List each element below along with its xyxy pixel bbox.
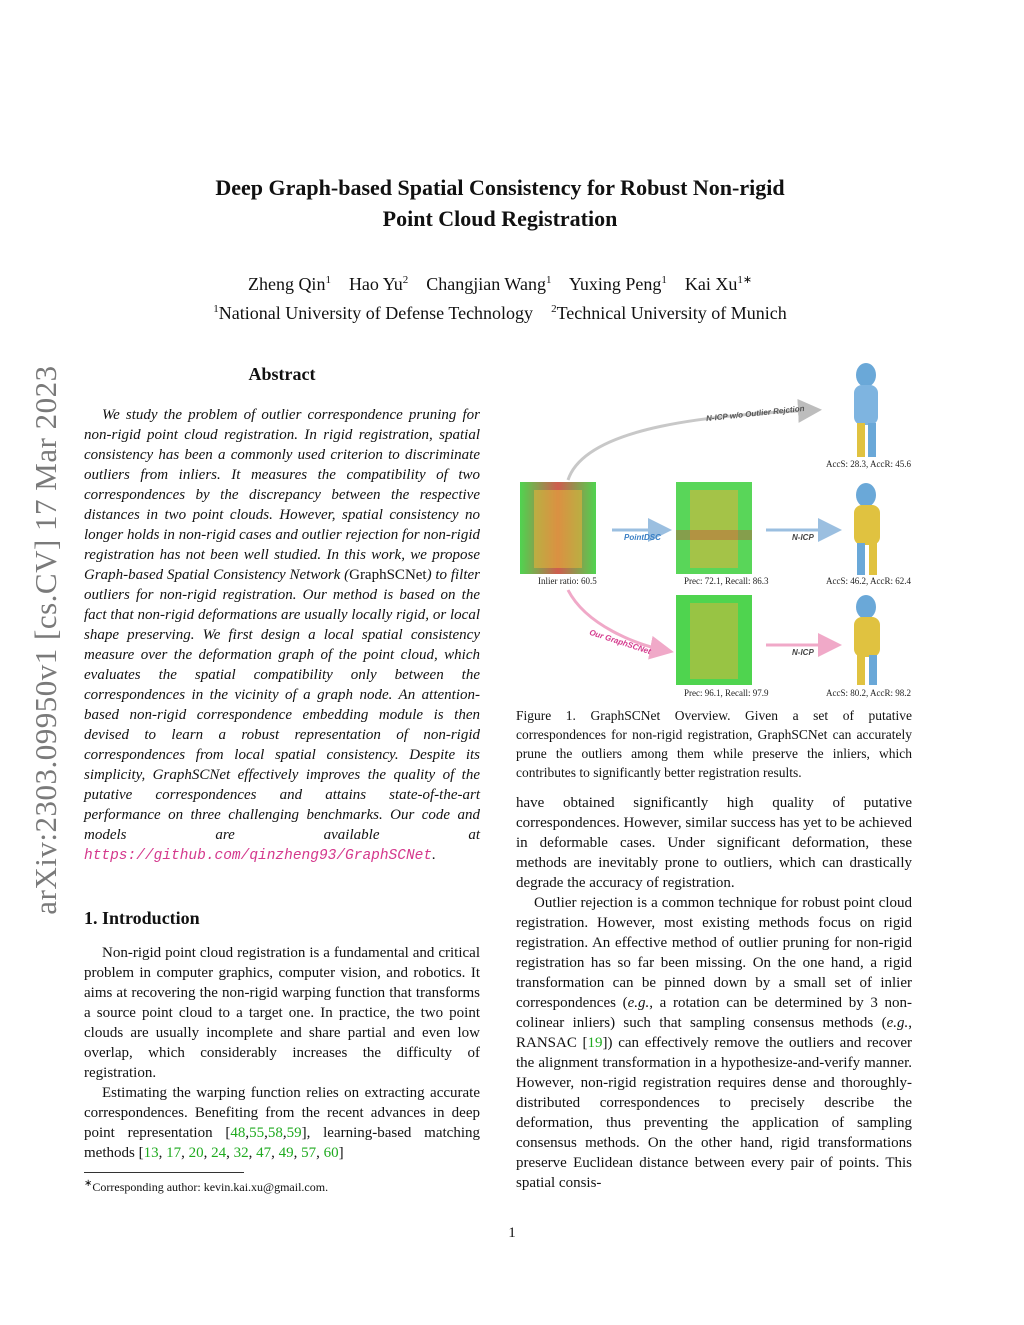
author: Kai $Xu^{1∗}$ bbox=[684, 274, 753, 294]
citation[interactable]: 58 bbox=[267, 1125, 283, 1141]
citation[interactable]: 47 bbox=[256, 1145, 272, 1161]
arxiv-sidebar bbox=[22, 340, 70, 940]
citation[interactable]: 55 bbox=[249, 1125, 265, 1141]
right-column-body bbox=[516, 793, 912, 1193]
label-acc-1: AccS: 46.2, AccR: 62.4 bbox=[826, 576, 911, 586]
result-figure-low bbox=[854, 595, 880, 685]
citation[interactable]: 59 bbox=[286, 1125, 302, 1141]
arrow-low-1-label: Our GraphSCNet bbox=[588, 627, 652, 657]
figure-1 bbox=[516, 355, 912, 700]
introduction-body bbox=[84, 943, 480, 1163]
abstract-body bbox=[84, 405, 480, 866]
abstract-heading: Abstract bbox=[248, 364, 316, 384]
label-inlier-ratio: Inlier ratio: 60.5 bbox=[538, 576, 597, 586]
figure-caption: Figure 1. GraphSCNet Overview. Given a set of putative correspondences for non-rigid registration, GraphSCNet can accurately prune the outliers among them while preserve the inliers, which contributes to significantly better registration results. bbox=[516, 708, 912, 780]
label-acc-3: AccS: 80.2, AccR: 98.2 bbox=[826, 688, 911, 698]
arrow-low-2-label: N-ICP bbox=[792, 648, 814, 657]
label-acc-top: AccS: 28.3, AccR: 45.6 bbox=[826, 459, 911, 469]
affiliation: $^1$National University of Defense Technology bbox=[213, 303, 534, 323]
label-prec-2: Prec: 96.1, Recall: 97.9 bbox=[684, 688, 769, 698]
affiliation: $^2$Technical University of Munich bbox=[551, 303, 787, 323]
author-block bbox=[140, 268, 860, 326]
footnote: ∗Corresponding author: kevin.kai.xu@gmail.com. bbox=[84, 1178, 329, 1194]
arrow-mid-2-label: N-ICP bbox=[792, 533, 814, 542]
right-paragraph-1: have obtained significantly high quality of putative correspondences. However, similar success has yet to be achieved in deformable cases. Under significant deformation, these methods are inevitably prone to outliers, which can drastically degrade the accuracy of registration. bbox=[516, 795, 912, 891]
title-line-1: Deep Graph-based Spatial Consistency for Robust Non-rigid bbox=[215, 175, 785, 200]
arrow-top-label: N-ICP w/o Outlier Rejction bbox=[705, 403, 805, 424]
result-figure-top bbox=[854, 363, 878, 457]
input-correspondences bbox=[520, 482, 596, 574]
author: Zheng Qin$^1$ bbox=[247, 274, 331, 294]
arxiv-identifier: arXiv:2303.09950v1 [cs.CV] 17 Mar 2023 bbox=[28, 365, 63, 915]
code-link[interactable]: https://github.com/qinzheng93/GraphSCNet bbox=[84, 848, 433, 864]
title-line-2: Point Cloud Registration bbox=[382, 206, 618, 231]
arrow-mid-1-label: PointDSC bbox=[624, 533, 661, 542]
citation[interactable]: 24 bbox=[211, 1145, 227, 1161]
method-name: GraphSCNet bbox=[349, 567, 427, 583]
footnote-rule bbox=[84, 1172, 244, 1173]
citation[interactable]: 13 bbox=[143, 1145, 159, 1161]
label-prec-1: Prec: 72.1, Recall: 86.3 bbox=[684, 576, 769, 586]
author-list bbox=[140, 268, 860, 297]
arrow-top bbox=[568, 410, 816, 480]
result-figure-mid bbox=[854, 483, 880, 575]
author: Changjian Wang$^1$ bbox=[426, 274, 552, 294]
affiliation-list bbox=[140, 297, 860, 326]
paper-title bbox=[140, 172, 860, 234]
figure-graphic bbox=[516, 355, 912, 700]
citation[interactable]: 17 bbox=[166, 1145, 182, 1161]
pointdsc-correspondences bbox=[676, 482, 752, 574]
citation[interactable]: 60 bbox=[323, 1145, 339, 1161]
graphscnet-correspondences bbox=[676, 595, 752, 685]
citation[interactable]: 20 bbox=[188, 1145, 204, 1161]
citation[interactable]: 57 bbox=[301, 1145, 317, 1161]
abstract-paragraph: We study the problem of outlier correspondence pruning for non-rigid point cloud registration. In rigid registration, spatial consistency has been a commonly used criterion to discriminate outliers from inliers. It measures the compatibility of two correspondences by the discrepancy between the respective distances in two point clouds. However, spatial consistency no longer holds in non-rigid cases and outlier rejection for non-rigid registration has not been well studied. In this work, we propose Graph-based Spatial Consistency Network (GraphSCNet) to filter outliers for non-rigid registration. Our method is based on the fact that non-rigid deformations are usually locally rigid, or local shape preserving. We first design a local spatial consistency measure over the deformation graph of the point cloud, which evaluates the spatial compatibility only between the correspondences in the vicinity of a graph node. An attention-based non-rigid correspondence embedding module is then devised to learn a robust representation of non-rigid correspondences from local spatial consistency. Despite its simplicity, GraphSCNet effectively improves the quality of the putative correspondences and attains state-of-the-art performance on three challenging benchmarks. Our code and models are available at https://github.com/qinzheng93/GraphSCNet. bbox=[84, 407, 480, 864]
page-number: 1 bbox=[508, 1225, 516, 1241]
author: Yuxing Peng$^1$ bbox=[568, 274, 667, 294]
intro-paragraph-1: Non-rigid point cloud registration is a fundamental and critical problem in computer graphics, computer vision, and robotics. It aims at recovering the non-rigid warping function that transforms a source point cloud to a target one. In practice, the two point clouds are usually incomplete and share partial and even low overlap, which considerably increases the difficulty of registration. bbox=[84, 945, 480, 1081]
citation[interactable]: 48 bbox=[230, 1125, 246, 1141]
citation[interactable]: 19 bbox=[587, 1035, 603, 1051]
author: Hao Yu$^2$ bbox=[348, 274, 409, 294]
citation[interactable]: 32 bbox=[233, 1145, 249, 1161]
intro-paragraph-2: Estimating the warping function relies on extracting accurate correspondences. Benefiting from the recent advances in deep point representation [48,55,58,59], learning-based matching methods [13, 17, 20, 24, 32, 47, 49, 57, 60] bbox=[84, 1085, 480, 1161]
section-heading: 1. Introduction bbox=[84, 908, 200, 928]
citation[interactable]: 49 bbox=[278, 1145, 294, 1161]
right-paragraph-2: Outlier rejection is a common technique for robust point cloud registration. However, most existing methods focus on rigid registration. An effective method of outlier pruning for non-rigid registration has so far been missing. On the one hand, a rigid transformation can be pinned down by a small set of inlier correspondences (e.g., a rotation can be determined by 3 non-colinear inliers) such that sampling consensus methods (e.g., RANSAC [19]) can effectively remove the outliers and recover the alignment transformation in a hypothesize-and-verify manner. However, non-rigid registration requires dense and thoroughly-distributed correspondences to precisely describe the deformation, thus preventing the application of sampling consensus methods. On the other hand, rigid transformations preserve Euclidean distance between every pair of points. This spatial consis- bbox=[516, 895, 912, 1191]
